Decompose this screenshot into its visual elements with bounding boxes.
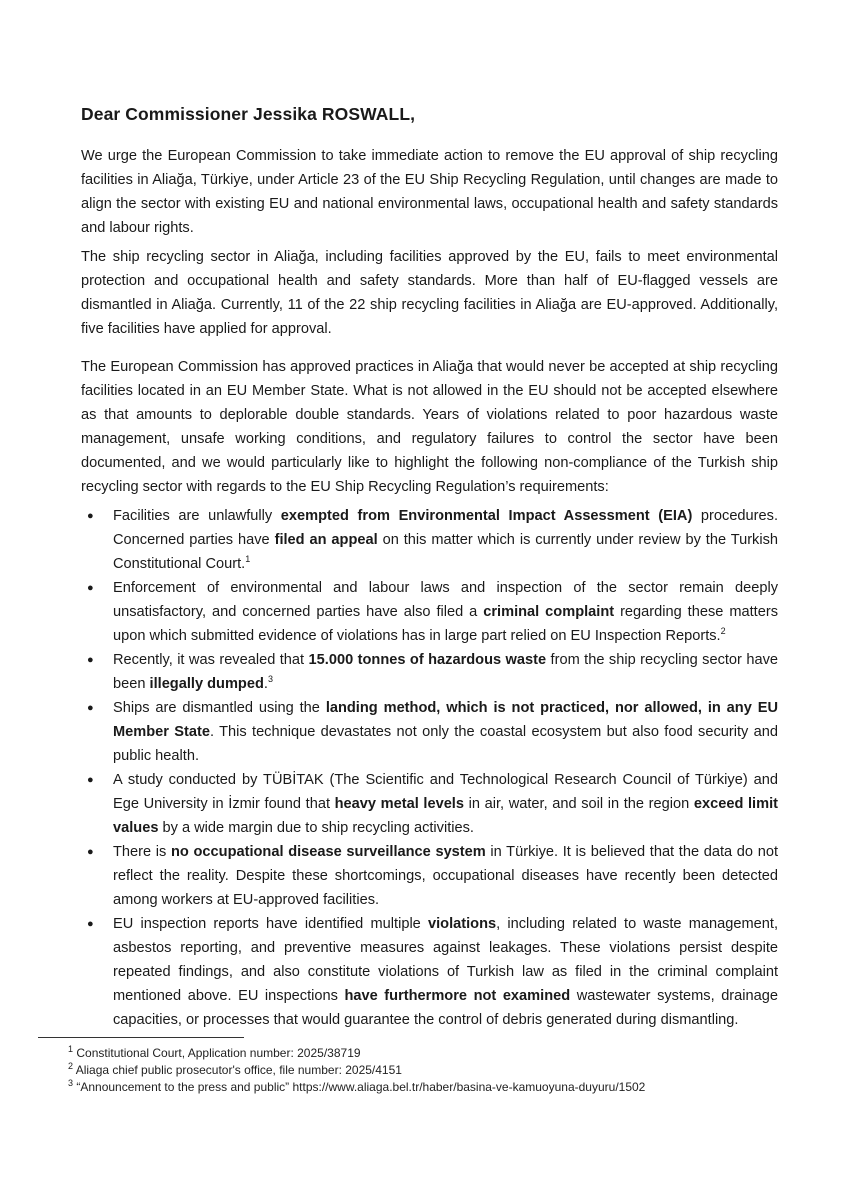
paragraph-sector: The ship recycling sector in Aliağa, including facilities approved by the EU, fails to meet environmental protection and occupational health and safety standards. More than half of EU-flagged vessels are dismantled in Aliağa. Currently, 11 of the 22 ship recycling facilities in Aliağa are EU-approved. Additionally, five facilities have applied for approval. <box>81 249 778 337</box>
list-item-bold: no occupational disease surveillance system <box>171 844 486 860</box>
list-item-bold: violations <box>428 916 497 932</box>
list-item-text: Recently, it was revealed that <box>113 652 309 668</box>
list-item-text: . <box>263 676 268 692</box>
non-compliance-list <box>81 504 778 1032</box>
footnote-text: “Announcement to the press and public” https://www.aliaga.bel.tr/haber/basina-ve-kamuoyuna-duyuru/1502 <box>73 1080 646 1094</box>
bullet-icon: ● <box>87 702 94 714</box>
list-item-text: procedures. Concerned parties have <box>113 508 778 548</box>
list-item-eia <box>81 504 778 576</box>
list-item-bold: filed an appeal <box>274 532 378 548</box>
footnote-number: 2 <box>68 1061 74 1071</box>
footnote-divider <box>38 1037 244 1038</box>
paragraph-double-standards: The European Commission has approved practices in Aliağa that would never be accepted at ship recycling facilities located in an EU Member State. What is not allowed in the EU should not be accepted elsewhere as that amounts to deplorable double standards. Years of violations related to poor hazardous waste management, unsafe working conditions, and regulatory failures to control the sector have been documented, and we would particularly like to highlight the following non-compliance of the Turkish ship recycling sector with regards to the EU Ship Recycling Regulation’s requirements: <box>81 359 778 495</box>
footnote-item <box>68 1062 645 1079</box>
list-item-bold: criminal complaint <box>483 604 615 620</box>
bullet-icon: ● <box>87 918 94 930</box>
list-item-bold: 15.000 tonnes of hazardous waste <box>308 652 547 668</box>
list-item-bold: exempted from Environmental Impact Assessment (EIA) <box>280 508 693 524</box>
footnote-number: 3 <box>68 1078 74 1088</box>
list-item-text: wastewater systems, drainage capacities, or processes that would guarantee the control of debris generated during dismantling. <box>113 988 778 1028</box>
list-item-text: in air, water, and soil in the region <box>463 796 694 812</box>
list-item-text: Facilities are unlawfully <box>113 508 281 524</box>
list-item-text: on this matter which is currently under review by the Turkish Constitutional Court. <box>113 532 779 572</box>
list-item-text: regarding these matters upon which submitted evidence of violations has in large part relied on EU Inspection Reports. <box>113 604 778 644</box>
list-item-heavy-metals <box>81 768 778 840</box>
list-item-text: in Türkiye. It is believed that the data do not reflect the reality. Despite these shortcomings, occupational diseases have recently been detected among workers at EU-approved facilities. <box>113 844 778 908</box>
list-item-text: . This technique devastates not only the coastal ecosystem but also food security and public health. <box>113 724 778 764</box>
footnote-item <box>68 1079 645 1096</box>
list-item-enforcement <box>81 576 778 648</box>
paragraph-intro: We urge the European Commission to take immediate action to remove the EU approval of ship recycling facilities in Aliağa, Türkiye, under Article 23 of the EU Ship Recycling Regulation, until changes are made to align the sector with existing EU and national environmental laws, occupational health and safety standards and labour rights. <box>81 148 778 236</box>
bullet-icon: ● <box>87 774 94 786</box>
list-item-bold: exceed limit values <box>113 796 779 836</box>
list-item-bold: illegally dumped <box>149 676 264 692</box>
list-item-text: There is <box>113 844 172 860</box>
list-item-text: Ships are dismantled using the <box>113 700 326 716</box>
list-item-text: A study conducted by TÜBİTAK (The Scientific and Technological Research Council of Türkiye) and Ege University in İzmir found that <box>113 772 778 812</box>
list-item-text: Enforcement of environmental and labour laws and inspection of the sector remain deeply unsatisfactory, and concerned parties have also filed a <box>113 580 778 620</box>
list-item-text: EU inspection reports have identified multiple <box>113 916 429 932</box>
list-item-surveillance <box>81 840 778 912</box>
bullet-icon: ● <box>87 846 94 858</box>
bullet-icon: ● <box>87 510 94 522</box>
list-item-bold: landing method, which is not practiced, nor allowed, in any EU Member State <box>113 700 778 740</box>
list-item-text: from the ship recycling sector have been <box>113 652 778 692</box>
footnote-number: 1 <box>68 1044 74 1054</box>
footnote-item <box>68 1045 645 1062</box>
list-item-landing-method <box>81 696 778 768</box>
salutation-heading: Dear Commissioner Jessika ROSWALL, <box>81 104 416 124</box>
footnote-ref[interactable]: 1 <box>245 554 251 565</box>
list-item-bold: heavy metal levels <box>334 796 464 812</box>
list-item-text: by a wide margin due to ship recycling activities. <box>158 820 474 836</box>
footnotes-list <box>68 1045 645 1096</box>
footnote-text: Aliaga chief public prosecutor's office, file number: 2025/4151 <box>73 1063 402 1077</box>
footnote-ref[interactable]: 2 <box>720 626 726 637</box>
footnote-ref[interactable]: 3 <box>267 674 273 685</box>
list-item-hazardous-waste <box>81 648 778 696</box>
list-item-bold: have furthermore not examined <box>344 988 571 1004</box>
bullet-icon: ● <box>87 654 94 666</box>
list-item-inspection-violations <box>81 912 778 1032</box>
list-item-text: , including related to waste management, asbestos reporting, and preventive measures against leakages. These violations persist despite repeated findings, and also constitute violations of Turkish law as filed in the criminal complaint mentioned above. EU inspections <box>113 916 778 1004</box>
footnote-text: Constitutional Court, Application number: 2025/38719 <box>73 1046 361 1060</box>
bullet-icon: ● <box>87 582 94 594</box>
